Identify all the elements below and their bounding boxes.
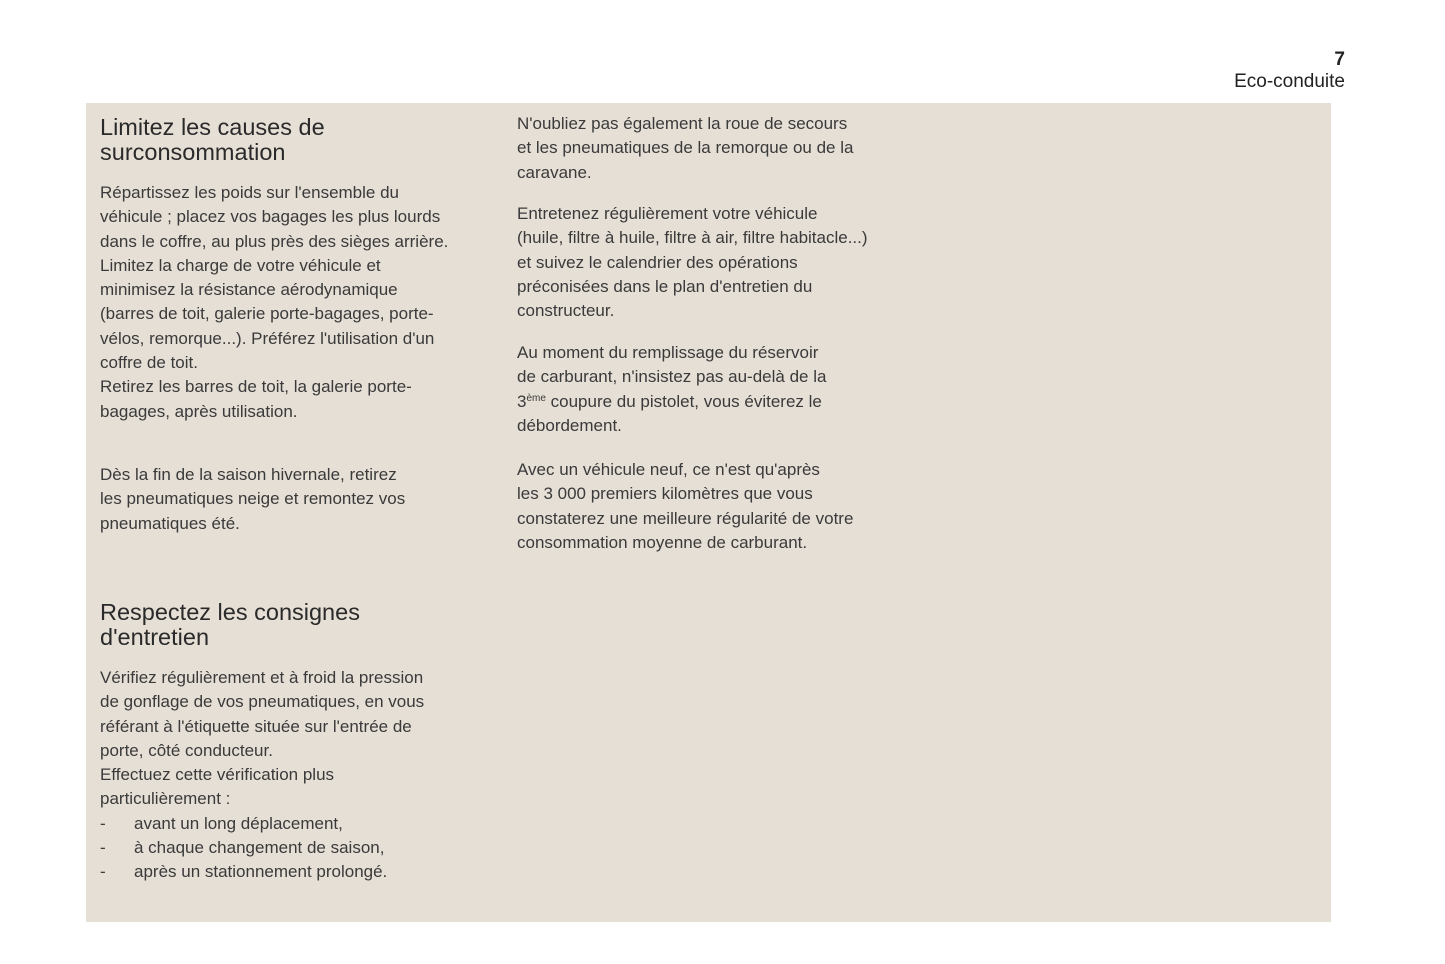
paragraph-pression: Vérifiez régulièrement et à froid la pression de gonflage de vos pneumatiques, en vous référant à l'étiquette située sur l'entrée de porte, côté conducteur. Effectuez cette vérification plus particulièrement : - avant un long déplacement, - à chaque changement de saison, - après un stationnement prolongé. bbox=[100, 666, 424, 885]
list-item: - à chaque changement de saison, bbox=[100, 838, 385, 858]
list-item: - avant un long déplacement, bbox=[100, 813, 343, 833]
verification-list bbox=[100, 812, 424, 885]
chapter-title: Eco-conduite bbox=[1234, 71, 1345, 92]
paragraph-poids: Répartissez les poids sur l'ensemble du véhicule ; placez vos bagages les plus lourds dans le coffre, au plus près des sièges arrière. Limitez la charge de votre véhicule et minimisez la résistance aérodynamique (barres de toit, galerie porte-bagages, porte- vélos, remorque...). Préférez l'utilisation d'un coffre de toit. Retirez les barres de toit, la galerie porte- bagages, après utilisation. bbox=[100, 183, 449, 421]
section-title-entretien: Respectez les consignes d'entretien bbox=[100, 599, 360, 650]
paragraph-entretien-vehicule: Entretenez régulièrement votre véhicule (huile, filtre à huile, filtre à air, filtre habitacle...) et suivez le calendrier des opérations préconisées dans le plan d'entretien du constructeur. bbox=[517, 204, 868, 321]
page-number: 7 bbox=[1334, 49, 1345, 70]
section-title-surconsommation: Limitez les causes de surconsommation bbox=[100, 114, 325, 165]
paragraph-vehicule-neuf: Avec un véhicule neuf, ce n'est qu'après les 3 000 premiers kilomètres que vous constaterez une meilleure régularité de votre consommation moyenne de carburant. bbox=[517, 460, 854, 552]
paragraph-roue-secours: N'oubliez pas également la roue de secours et les pneumatiques de la remorque ou de la caravane. bbox=[517, 114, 854, 182]
content-panel bbox=[86, 103, 1331, 922]
page-header bbox=[1234, 49, 1345, 93]
paragraph-pneus-neige: Dès la fin de la saison hivernale, retirez les pneumatiques neige et remontez vos pneumatiques été. bbox=[100, 465, 406, 533]
paragraph-remplissage: Au moment du remplissage du réservoir de carburant, n'insistez pas au-delà de la 3ème coupure du pistolet, vous éviterez le débordement. bbox=[517, 343, 827, 435]
list-item: - après un stationnement prolongé. bbox=[100, 862, 388, 882]
